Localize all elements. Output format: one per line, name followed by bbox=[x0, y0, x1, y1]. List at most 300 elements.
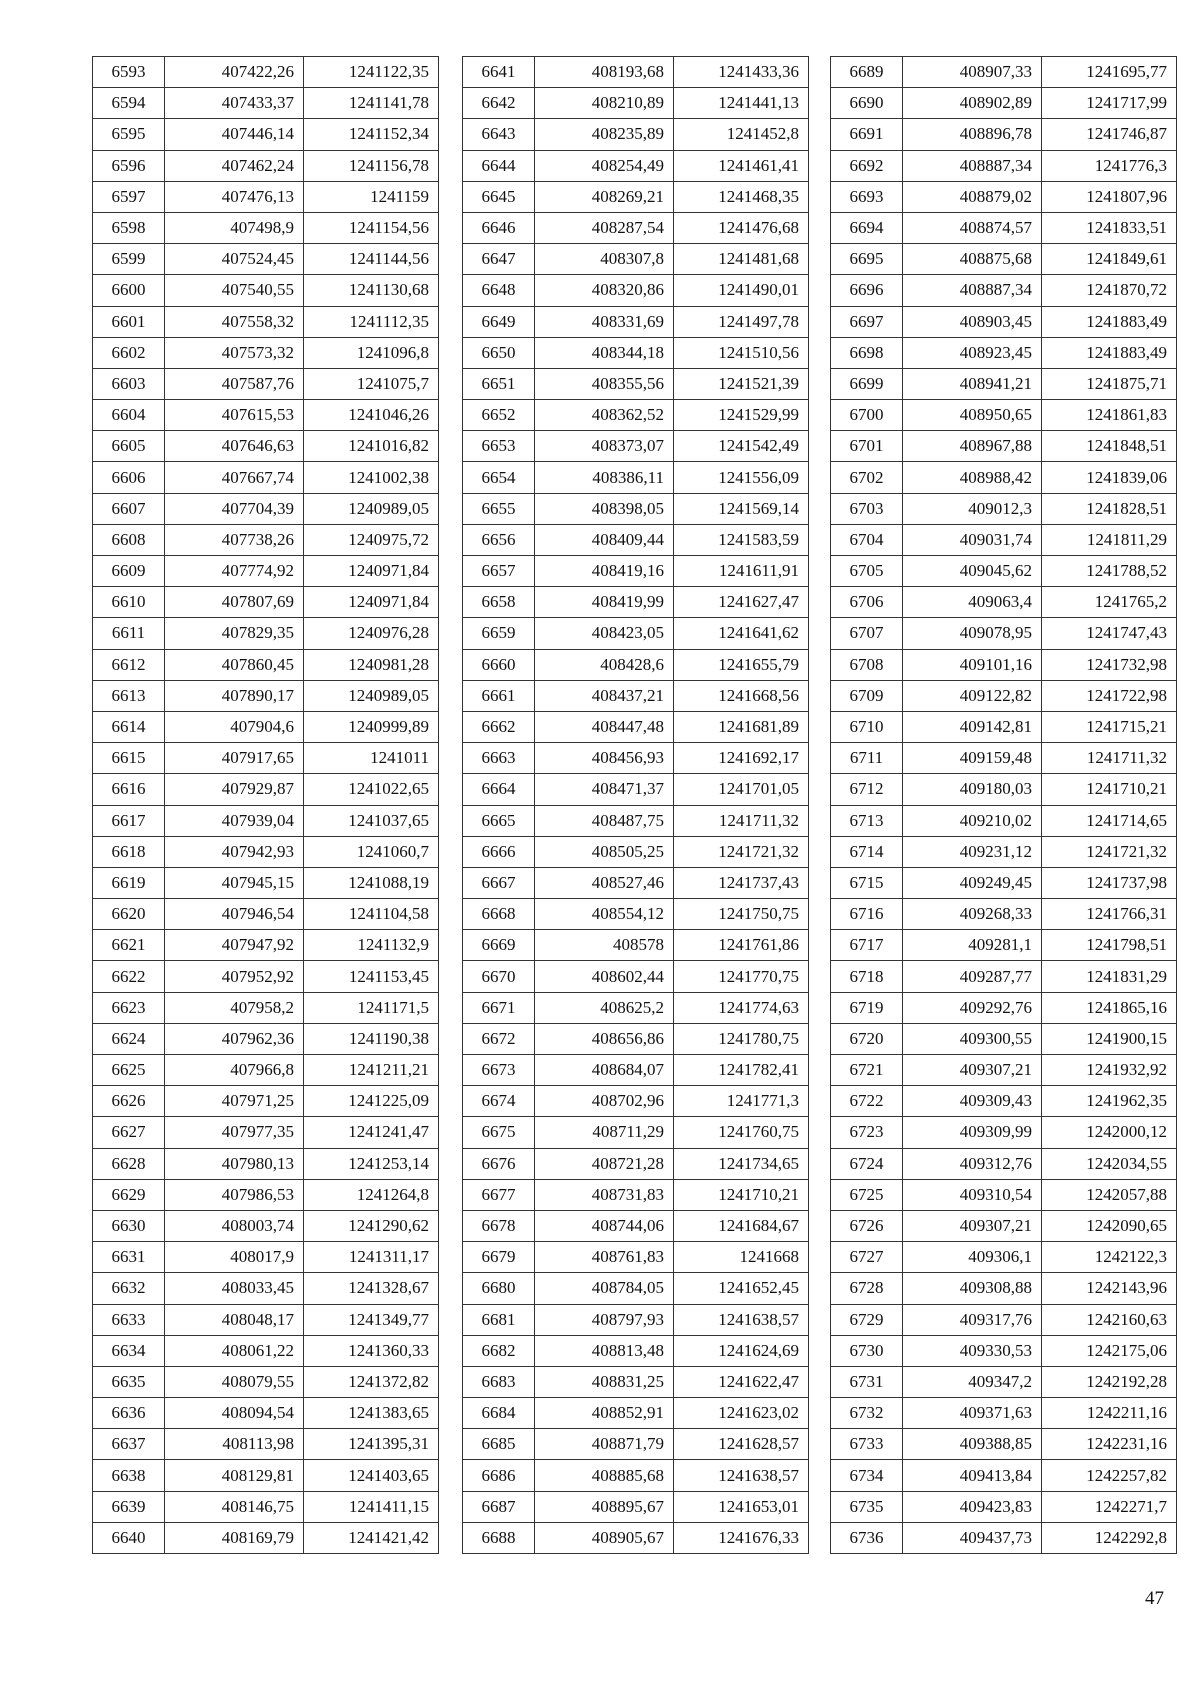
x-coordinate-cell: 408879,02 bbox=[903, 181, 1042, 212]
y-coordinate-cell: 1241711,32 bbox=[674, 805, 809, 836]
y-coordinate-cell: 1241732,98 bbox=[1042, 649, 1177, 680]
y-coordinate-cell: 1241075,7 bbox=[304, 368, 439, 399]
point-number-cell: 6618 bbox=[93, 836, 165, 867]
y-coordinate-cell: 1241900,15 bbox=[1042, 1023, 1177, 1054]
coordinate-tables bbox=[92, 56, 1178, 1558]
y-coordinate-cell: 1242271,7 bbox=[1042, 1491, 1177, 1522]
point-number-cell: 6651 bbox=[463, 368, 535, 399]
table-row bbox=[93, 930, 439, 961]
x-coordinate-cell: 407422,26 bbox=[165, 57, 304, 88]
table-row bbox=[463, 1179, 809, 1210]
page-number: 47 bbox=[1145, 1588, 1164, 1609]
point-number-cell: 6650 bbox=[463, 337, 535, 368]
table-row bbox=[463, 1304, 809, 1335]
table-row bbox=[463, 618, 809, 649]
point-number-cell: 6649 bbox=[463, 306, 535, 337]
table-row bbox=[463, 961, 809, 992]
y-coordinate-cell: 1241152,34 bbox=[304, 119, 439, 150]
x-coordinate-cell: 407958,2 bbox=[165, 992, 304, 1023]
point-number-cell: 6620 bbox=[93, 899, 165, 930]
table-row bbox=[463, 680, 809, 711]
x-coordinate-cell: 408146,75 bbox=[165, 1491, 304, 1522]
x-coordinate-cell: 407945,15 bbox=[165, 867, 304, 898]
x-coordinate-cell: 407962,36 bbox=[165, 1023, 304, 1054]
point-number-cell: 6675 bbox=[463, 1117, 535, 1148]
table-row bbox=[831, 1366, 1177, 1397]
y-coordinate-cell: 1240971,84 bbox=[304, 587, 439, 618]
x-coordinate-cell: 407524,45 bbox=[165, 244, 304, 275]
y-coordinate-cell: 1241668,56 bbox=[674, 680, 809, 711]
table-row bbox=[463, 743, 809, 774]
y-coordinate-cell: 1242057,88 bbox=[1042, 1179, 1177, 1210]
y-coordinate-cell: 1241624,69 bbox=[674, 1335, 809, 1366]
x-coordinate-cell: 408193,68 bbox=[535, 57, 674, 88]
point-number-cell: 6610 bbox=[93, 587, 165, 618]
table-row bbox=[93, 400, 439, 431]
y-coordinate-cell: 1241766,31 bbox=[1042, 899, 1177, 930]
point-number-cell: 6695 bbox=[831, 244, 903, 275]
table-row bbox=[93, 649, 439, 680]
x-coordinate-cell: 407860,45 bbox=[165, 649, 304, 680]
table-row bbox=[463, 1023, 809, 1054]
x-coordinate-cell: 407929,87 bbox=[165, 774, 304, 805]
y-coordinate-cell: 1241833,51 bbox=[1042, 212, 1177, 243]
point-number-cell: 6632 bbox=[93, 1273, 165, 1304]
table-row bbox=[463, 150, 809, 181]
table-row bbox=[831, 1148, 1177, 1179]
x-coordinate-cell: 409063,4 bbox=[903, 587, 1042, 618]
table-row bbox=[831, 556, 1177, 587]
x-coordinate-cell: 409307,21 bbox=[903, 1055, 1042, 1086]
x-coordinate-cell: 407946,54 bbox=[165, 899, 304, 930]
y-coordinate-cell: 1241652,45 bbox=[674, 1273, 809, 1304]
y-coordinate-cell: 1241788,52 bbox=[1042, 556, 1177, 587]
point-number-cell: 6627 bbox=[93, 1117, 165, 1148]
point-number-cell: 6674 bbox=[463, 1086, 535, 1117]
point-number-cell: 6735 bbox=[831, 1491, 903, 1522]
y-coordinate-cell: 1241156,78 bbox=[304, 150, 439, 181]
y-coordinate-cell: 1241328,67 bbox=[304, 1273, 439, 1304]
table-row bbox=[463, 649, 809, 680]
x-coordinate-cell: 408852,91 bbox=[535, 1398, 674, 1429]
x-coordinate-cell: 408602,44 bbox=[535, 961, 674, 992]
y-coordinate-cell: 1241104,58 bbox=[304, 899, 439, 930]
table-row bbox=[463, 368, 809, 399]
x-coordinate-cell: 408813,48 bbox=[535, 1335, 674, 1366]
y-coordinate-cell: 1241122,35 bbox=[304, 57, 439, 88]
point-number-cell: 6716 bbox=[831, 899, 903, 930]
y-coordinate-cell: 1241011 bbox=[304, 743, 439, 774]
y-coordinate-cell: 1241476,68 bbox=[674, 212, 809, 243]
y-coordinate-cell: 1242122,3 bbox=[1042, 1242, 1177, 1273]
point-number-cell: 6626 bbox=[93, 1086, 165, 1117]
y-coordinate-cell: 1241722,98 bbox=[1042, 680, 1177, 711]
table-row bbox=[831, 212, 1177, 243]
point-number-cell: 6646 bbox=[463, 212, 535, 243]
y-coordinate-cell: 1240971,84 bbox=[304, 556, 439, 587]
point-number-cell: 6659 bbox=[463, 618, 535, 649]
point-number-cell: 6670 bbox=[463, 961, 535, 992]
x-coordinate-cell: 407462,24 bbox=[165, 150, 304, 181]
y-coordinate-cell: 1241211,21 bbox=[304, 1055, 439, 1086]
table-row bbox=[93, 618, 439, 649]
table-row bbox=[831, 1273, 1177, 1304]
point-number-cell: 6619 bbox=[93, 867, 165, 898]
table-row bbox=[463, 867, 809, 898]
point-number-cell: 6661 bbox=[463, 680, 535, 711]
table-row bbox=[831, 181, 1177, 212]
table-row bbox=[831, 774, 1177, 805]
x-coordinate-cell: 409310,54 bbox=[903, 1179, 1042, 1210]
point-number-cell: 6679 bbox=[463, 1242, 535, 1273]
x-coordinate-cell: 409388,85 bbox=[903, 1429, 1042, 1460]
point-number-cell: 6606 bbox=[93, 462, 165, 493]
table-row bbox=[93, 119, 439, 150]
point-number-cell: 6634 bbox=[93, 1335, 165, 1366]
point-number-cell: 6635 bbox=[93, 1366, 165, 1397]
table-row bbox=[93, 368, 439, 399]
y-coordinate-cell: 1241037,65 bbox=[304, 805, 439, 836]
point-number-cell: 6710 bbox=[831, 711, 903, 742]
y-coordinate-cell: 1241750,75 bbox=[674, 899, 809, 930]
table-row bbox=[831, 1429, 1177, 1460]
table-row bbox=[831, 649, 1177, 680]
table-row bbox=[93, 1273, 439, 1304]
x-coordinate-cell: 407942,93 bbox=[165, 836, 304, 867]
x-coordinate-cell: 409371,63 bbox=[903, 1398, 1042, 1429]
table-row bbox=[93, 1242, 439, 1273]
x-coordinate-cell: 407774,92 bbox=[165, 556, 304, 587]
table-row bbox=[463, 1055, 809, 1086]
y-coordinate-cell: 1241395,31 bbox=[304, 1429, 439, 1460]
x-coordinate-cell: 407446,14 bbox=[165, 119, 304, 150]
point-number-cell: 6605 bbox=[93, 431, 165, 462]
point-number-cell: 6614 bbox=[93, 711, 165, 742]
point-number-cell: 6593 bbox=[93, 57, 165, 88]
x-coordinate-cell: 409300,55 bbox=[903, 1023, 1042, 1054]
point-number-cell: 6715 bbox=[831, 867, 903, 898]
x-coordinate-cell: 408887,34 bbox=[903, 150, 1042, 181]
table-row bbox=[831, 462, 1177, 493]
x-coordinate-cell: 407966,8 bbox=[165, 1055, 304, 1086]
x-coordinate-cell: 407977,35 bbox=[165, 1117, 304, 1148]
point-number-cell: 6708 bbox=[831, 649, 903, 680]
y-coordinate-cell: 1241403,65 bbox=[304, 1460, 439, 1491]
table-row bbox=[831, 1210, 1177, 1241]
x-coordinate-cell: 409012,3 bbox=[903, 493, 1042, 524]
point-number-cell: 6598 bbox=[93, 212, 165, 243]
point-number-cell: 6662 bbox=[463, 711, 535, 742]
x-coordinate-cell: 408831,25 bbox=[535, 1366, 674, 1397]
table-row bbox=[463, 1522, 809, 1553]
table-row bbox=[93, 774, 439, 805]
y-coordinate-cell: 1242000,12 bbox=[1042, 1117, 1177, 1148]
x-coordinate-cell: 409210,02 bbox=[903, 805, 1042, 836]
point-number-cell: 6595 bbox=[93, 119, 165, 150]
table-row bbox=[463, 462, 809, 493]
x-coordinate-cell: 408711,29 bbox=[535, 1117, 674, 1148]
point-number-cell: 6644 bbox=[463, 150, 535, 181]
y-coordinate-cell: 1241452,8 bbox=[674, 119, 809, 150]
x-coordinate-cell: 409307,21 bbox=[903, 1210, 1042, 1241]
x-coordinate-cell: 408702,96 bbox=[535, 1086, 674, 1117]
y-coordinate-cell: 1241132,9 bbox=[304, 930, 439, 961]
y-coordinate-cell: 1242175,06 bbox=[1042, 1335, 1177, 1366]
x-coordinate-cell: 409101,16 bbox=[903, 649, 1042, 680]
table-row bbox=[831, 119, 1177, 150]
x-coordinate-cell: 408386,11 bbox=[535, 462, 674, 493]
x-coordinate-cell: 407646,63 bbox=[165, 431, 304, 462]
point-number-cell: 6721 bbox=[831, 1055, 903, 1086]
x-coordinate-cell: 408761,83 bbox=[535, 1242, 674, 1273]
point-number-cell: 6671 bbox=[463, 992, 535, 1023]
y-coordinate-cell: 1241088,19 bbox=[304, 867, 439, 898]
x-coordinate-cell: 408113,98 bbox=[165, 1429, 304, 1460]
y-coordinate-cell: 1241848,51 bbox=[1042, 431, 1177, 462]
point-number-cell: 6714 bbox=[831, 836, 903, 867]
point-number-cell: 6722 bbox=[831, 1086, 903, 1117]
y-coordinate-cell: 1241638,57 bbox=[674, 1304, 809, 1335]
table-row bbox=[93, 1491, 439, 1522]
x-coordinate-cell: 408907,33 bbox=[903, 57, 1042, 88]
x-coordinate-cell: 409330,53 bbox=[903, 1335, 1042, 1366]
x-coordinate-cell: 407807,69 bbox=[165, 587, 304, 618]
x-coordinate-cell: 408578 bbox=[535, 930, 674, 961]
y-coordinate-cell: 1241481,68 bbox=[674, 244, 809, 275]
point-number-cell: 6666 bbox=[463, 836, 535, 867]
x-coordinate-cell: 407904,6 bbox=[165, 711, 304, 742]
x-coordinate-cell: 407980,13 bbox=[165, 1148, 304, 1179]
y-coordinate-cell: 1241433,36 bbox=[674, 57, 809, 88]
x-coordinate-cell: 408331,69 bbox=[535, 306, 674, 337]
y-coordinate-cell: 1241383,65 bbox=[304, 1398, 439, 1429]
y-coordinate-cell: 1241627,47 bbox=[674, 587, 809, 618]
x-coordinate-cell: 408896,78 bbox=[903, 119, 1042, 150]
x-coordinate-cell: 408419,99 bbox=[535, 587, 674, 618]
point-number-cell: 6719 bbox=[831, 992, 903, 1023]
y-coordinate-cell: 1242192,28 bbox=[1042, 1366, 1177, 1397]
x-coordinate-cell: 409292,76 bbox=[903, 992, 1042, 1023]
x-coordinate-cell: 408871,79 bbox=[535, 1429, 674, 1460]
table-row bbox=[93, 1366, 439, 1397]
y-coordinate-cell: 1241715,21 bbox=[1042, 711, 1177, 742]
table-row bbox=[831, 711, 1177, 742]
y-coordinate-cell: 1241870,72 bbox=[1042, 275, 1177, 306]
point-number-cell: 6723 bbox=[831, 1117, 903, 1148]
y-coordinate-cell: 1241695,77 bbox=[1042, 57, 1177, 88]
table-row bbox=[463, 244, 809, 275]
table-row bbox=[93, 1398, 439, 1429]
point-number-cell: 6696 bbox=[831, 275, 903, 306]
table-row bbox=[831, 275, 1177, 306]
x-coordinate-cell: 408373,07 bbox=[535, 431, 674, 462]
y-coordinate-cell: 1241542,49 bbox=[674, 431, 809, 462]
table-row bbox=[93, 899, 439, 930]
y-coordinate-cell: 1241411,15 bbox=[304, 1491, 439, 1522]
point-number-cell: 6633 bbox=[93, 1304, 165, 1335]
point-number-cell: 6702 bbox=[831, 462, 903, 493]
point-number-cell: 6615 bbox=[93, 743, 165, 774]
table-row bbox=[831, 680, 1177, 711]
y-coordinate-cell: 1241096,8 bbox=[304, 337, 439, 368]
y-coordinate-cell: 1241780,75 bbox=[674, 1023, 809, 1054]
x-coordinate-cell: 409309,43 bbox=[903, 1086, 1042, 1117]
x-coordinate-cell: 408988,42 bbox=[903, 462, 1042, 493]
y-coordinate-cell: 1241112,35 bbox=[304, 306, 439, 337]
x-coordinate-cell: 408003,74 bbox=[165, 1210, 304, 1241]
point-number-cell: 6691 bbox=[831, 119, 903, 150]
table-row bbox=[463, 306, 809, 337]
point-number-cell: 6604 bbox=[93, 400, 165, 431]
table-row bbox=[93, 680, 439, 711]
point-number-cell: 6658 bbox=[463, 587, 535, 618]
point-number-cell: 6655 bbox=[463, 493, 535, 524]
x-coordinate-cell: 408784,05 bbox=[535, 1273, 674, 1304]
x-coordinate-cell: 407829,35 bbox=[165, 618, 304, 649]
y-coordinate-cell: 1241747,43 bbox=[1042, 618, 1177, 649]
x-coordinate-cell: 408437,21 bbox=[535, 680, 674, 711]
x-coordinate-cell: 408902,89 bbox=[903, 88, 1042, 119]
x-coordinate-cell: 407573,32 bbox=[165, 337, 304, 368]
point-number-cell: 6699 bbox=[831, 368, 903, 399]
x-coordinate-cell: 409308,88 bbox=[903, 1273, 1042, 1304]
x-coordinate-cell: 407558,32 bbox=[165, 306, 304, 337]
x-coordinate-cell: 407476,13 bbox=[165, 181, 304, 212]
table-row bbox=[93, 1335, 439, 1366]
x-coordinate-cell: 408033,45 bbox=[165, 1273, 304, 1304]
x-coordinate-cell: 408428,6 bbox=[535, 649, 674, 680]
table-row bbox=[831, 431, 1177, 462]
table-row bbox=[831, 992, 1177, 1023]
table-row bbox=[831, 493, 1177, 524]
y-coordinate-cell: 1241771,3 bbox=[674, 1086, 809, 1117]
point-number-cell: 6704 bbox=[831, 524, 903, 555]
table-row bbox=[93, 711, 439, 742]
table-row bbox=[463, 1429, 809, 1460]
x-coordinate-cell: 408731,83 bbox=[535, 1179, 674, 1210]
table-row bbox=[463, 1491, 809, 1522]
y-coordinate-cell: 1241839,06 bbox=[1042, 462, 1177, 493]
table-row bbox=[93, 1179, 439, 1210]
table-row bbox=[93, 212, 439, 243]
x-coordinate-cell: 408721,28 bbox=[535, 1148, 674, 1179]
y-coordinate-cell: 1241776,3 bbox=[1042, 150, 1177, 181]
x-coordinate-cell: 408885,68 bbox=[535, 1460, 674, 1491]
y-coordinate-cell: 1241421,42 bbox=[304, 1522, 439, 1553]
point-number-cell: 6631 bbox=[93, 1242, 165, 1273]
table-row bbox=[463, 119, 809, 150]
x-coordinate-cell: 407667,74 bbox=[165, 462, 304, 493]
x-coordinate-cell: 408487,75 bbox=[535, 805, 674, 836]
point-number-cell: 6656 bbox=[463, 524, 535, 555]
table-row bbox=[831, 1179, 1177, 1210]
table-row bbox=[93, 181, 439, 212]
y-coordinate-cell: 1241490,01 bbox=[674, 275, 809, 306]
table-row bbox=[463, 57, 809, 88]
point-number-cell: 6709 bbox=[831, 680, 903, 711]
point-number-cell: 6664 bbox=[463, 774, 535, 805]
x-coordinate-cell: 408048,17 bbox=[165, 1304, 304, 1335]
x-coordinate-cell: 409180,03 bbox=[903, 774, 1042, 805]
y-coordinate-cell: 1241831,29 bbox=[1042, 961, 1177, 992]
table-row bbox=[831, 805, 1177, 836]
y-coordinate-cell: 1241765,2 bbox=[1042, 587, 1177, 618]
x-coordinate-cell: 408269,21 bbox=[535, 181, 674, 212]
x-coordinate-cell: 408905,67 bbox=[535, 1522, 674, 1553]
y-coordinate-cell: 1241497,78 bbox=[674, 306, 809, 337]
point-number-cell: 6636 bbox=[93, 1398, 165, 1429]
y-coordinate-cell: 1241770,75 bbox=[674, 961, 809, 992]
y-coordinate-cell: 1241807,96 bbox=[1042, 181, 1177, 212]
point-number-cell: 6669 bbox=[463, 930, 535, 961]
table-row bbox=[463, 337, 809, 368]
point-number-cell: 6665 bbox=[463, 805, 535, 836]
y-coordinate-cell: 1241811,29 bbox=[1042, 524, 1177, 555]
table-row bbox=[93, 493, 439, 524]
table-row bbox=[831, 337, 1177, 368]
table-row bbox=[463, 1398, 809, 1429]
table-row bbox=[831, 88, 1177, 119]
point-number-cell: 6642 bbox=[463, 88, 535, 119]
x-coordinate-cell: 408419,16 bbox=[535, 556, 674, 587]
table-row bbox=[463, 899, 809, 930]
point-number-cell: 6684 bbox=[463, 1398, 535, 1429]
y-coordinate-cell: 1242160,63 bbox=[1042, 1304, 1177, 1335]
x-coordinate-cell: 408409,44 bbox=[535, 524, 674, 555]
point-number-cell: 6622 bbox=[93, 961, 165, 992]
x-coordinate-cell: 408235,89 bbox=[535, 119, 674, 150]
x-coordinate-cell: 408061,22 bbox=[165, 1335, 304, 1366]
x-coordinate-cell: 408398,05 bbox=[535, 493, 674, 524]
x-coordinate-cell: 408950,65 bbox=[903, 400, 1042, 431]
point-number-cell: 6630 bbox=[93, 1210, 165, 1241]
x-coordinate-cell: 409413,84 bbox=[903, 1460, 1042, 1491]
point-number-cell: 6608 bbox=[93, 524, 165, 555]
x-coordinate-cell: 407540,55 bbox=[165, 275, 304, 306]
y-coordinate-cell: 1242211,16 bbox=[1042, 1398, 1177, 1429]
table-row bbox=[831, 1023, 1177, 1054]
y-coordinate-cell: 1241782,41 bbox=[674, 1055, 809, 1086]
y-coordinate-cell: 1241875,71 bbox=[1042, 368, 1177, 399]
table-row bbox=[831, 743, 1177, 774]
point-number-cell: 6668 bbox=[463, 899, 535, 930]
table-row bbox=[93, 1210, 439, 1241]
y-coordinate-cell: 1241883,49 bbox=[1042, 337, 1177, 368]
x-coordinate-cell: 409122,82 bbox=[903, 680, 1042, 711]
y-coordinate-cell: 1241468,35 bbox=[674, 181, 809, 212]
table-row bbox=[93, 57, 439, 88]
point-number-cell: 6652 bbox=[463, 400, 535, 431]
y-coordinate-cell: 1241141,78 bbox=[304, 88, 439, 119]
point-number-cell: 6681 bbox=[463, 1304, 535, 1335]
y-coordinate-cell: 1241372,82 bbox=[304, 1366, 439, 1397]
point-number-cell: 6683 bbox=[463, 1366, 535, 1397]
x-coordinate-cell: 408287,54 bbox=[535, 212, 674, 243]
x-coordinate-cell: 407952,92 bbox=[165, 961, 304, 992]
x-coordinate-cell: 408875,68 bbox=[903, 244, 1042, 275]
table-row bbox=[463, 556, 809, 587]
x-coordinate-cell: 408887,34 bbox=[903, 275, 1042, 306]
y-coordinate-cell: 1241016,82 bbox=[304, 431, 439, 462]
point-number-cell: 6676 bbox=[463, 1148, 535, 1179]
y-coordinate-cell: 1241521,39 bbox=[674, 368, 809, 399]
x-coordinate-cell: 408923,45 bbox=[903, 337, 1042, 368]
point-number-cell: 6678 bbox=[463, 1210, 535, 1241]
y-coordinate-cell: 1241717,99 bbox=[1042, 88, 1177, 119]
point-number-cell: 6663 bbox=[463, 743, 535, 774]
y-coordinate-cell: 1241253,14 bbox=[304, 1148, 439, 1179]
y-coordinate-cell: 1241737,98 bbox=[1042, 867, 1177, 898]
